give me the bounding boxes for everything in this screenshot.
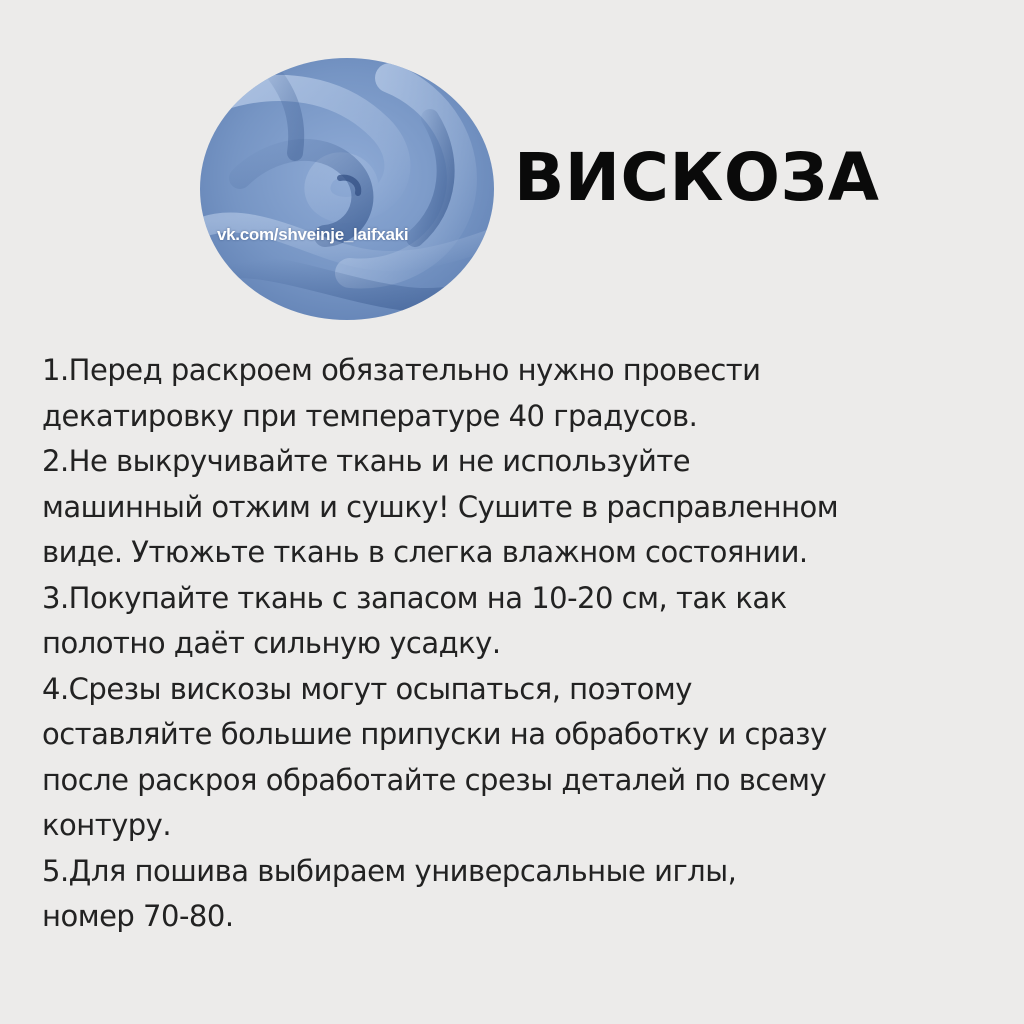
text-line: номер 70-80. <box>42 899 234 933</box>
text-line: после раскроя обработайте срезы деталей по всему <box>42 762 827 797</box>
text-line: оставляйте большие припуски на обработку и сразу <box>42 717 827 751</box>
text-line: 3.Покупайте ткань с запасом на 10-20 см, так как <box>42 580 787 615</box>
text-line: машинный отжим и сушку! Сушите в расправленном <box>42 489 839 524</box>
text-line: 5.Для пошива выбираем универсальные иглы, <box>42 853 737 888</box>
watermark-text: vk.com/shveinje_laifxaki <box>217 225 409 244</box>
fabric-drape-illustration <box>200 58 494 320</box>
text-line: 2.Не выкручивайте ткань и не используйте <box>42 444 691 478</box>
fabric-photo <box>200 58 494 320</box>
text-line: 4.Срезы вискозы могут осыпаться, поэтому <box>42 671 692 706</box>
text-line: виде. Утюжьте ткань в слегка влажном состоянии. <box>42 535 808 569</box>
text-line: декатировку при температуре 40 градусов. <box>42 398 698 433</box>
text-line: 1.Перед раскроем обязательно нужно провести <box>42 353 761 387</box>
text-line: контуру. <box>42 808 172 842</box>
instructions-text <box>42 348 1002 940</box>
text-line: полотно даёт сильную усадку. <box>42 626 501 660</box>
page-title: ВИСКОЗА <box>514 139 880 216</box>
